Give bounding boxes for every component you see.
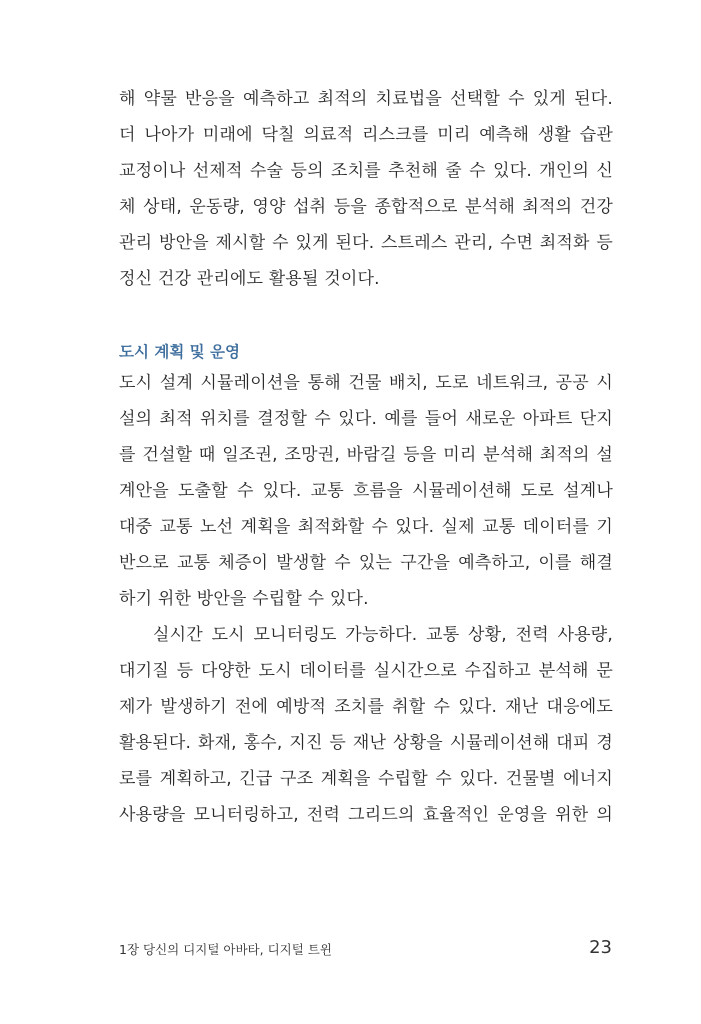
text-line: 대기질 등 다양한 도시 데이터를 실시간으로 수집하고 분석해 문 bbox=[119, 661, 613, 681]
text-line: 사용량을 모니터링하고, 전력 그리드의 효율적인 운영을 위한 의 bbox=[119, 805, 613, 825]
text-line: 를 건설할 때 일조권, 조망권, 바람길 등을 미리 분석해 최적의 설 bbox=[119, 445, 613, 465]
text-line: 대중 교통 노선 계획을 최적화할 수 있다. 실제 교통 데이터를 기 bbox=[119, 517, 613, 537]
text-line: 활용된다. 화재, 홍수, 지진 등 재난 상황을 시뮬레이션해 대피 경 bbox=[119, 733, 613, 753]
text-line: 교정이나 선제적 수술 등의 조치를 추천해 줄 수 있다. 개인의 신 bbox=[119, 161, 613, 181]
text-line: 계안을 도출할 수 있다. 교통 흐름을 시뮬레이션해 도로 설계나 bbox=[119, 481, 613, 501]
text-line: 더 나아가 미래에 닥칠 의료적 리스크를 미리 예측해 생활 습관 bbox=[119, 125, 613, 145]
text-line: 반으로 교통 체증이 발생할 수 있는 구간을 예측하고, 이를 해결 bbox=[119, 553, 613, 573]
section-heading: 도시 계획 및 운영 bbox=[119, 343, 241, 361]
text-line: 설의 최적 위치를 결정할 수 있다. 예를 들어 새로운 아파트 단지 bbox=[119, 409, 613, 429]
text-line: 체 상태, 운동량, 영양 섭취 등을 종합적으로 분석해 최적의 건강 bbox=[119, 197, 613, 217]
section-paragraph-2 bbox=[119, 617, 613, 833]
text-line: 하기 위한 방안을 수립할 수 있다. bbox=[119, 589, 369, 609]
intro-paragraph bbox=[119, 81, 613, 297]
text-line: 정신 건강 관리에도 활용될 것이다. bbox=[119, 269, 380, 289]
text-line: 관리 방안을 제시할 수 있게 된다. 스트레스 관리, 수면 최적화 등 bbox=[119, 233, 613, 253]
text-line: 도시 설계 시뮬레이션을 통해 건물 배치, 도로 네트워크, 공공 시 bbox=[119, 373, 613, 393]
running-footer: 1장 당신의 디지털 아바타, 디지털 트윈 bbox=[119, 942, 332, 957]
text-line: 제가 발생하기 전에 예방적 조치를 취할 수 있다. 재난 대응에도 bbox=[119, 697, 613, 717]
text-line: 실시간 도시 모니터링도 가능하다. 교통 상황, 전력 사용량, bbox=[153, 625, 613, 645]
section-paragraph-1 bbox=[119, 365, 613, 617]
page-number: 23 bbox=[589, 937, 612, 958]
text-line: 로를 계획하고, 긴급 구조 계획을 수립할 수 있다. 건물별 에너지 bbox=[119, 769, 613, 789]
text-line: 해 약물 반응을 예측하고 최적의 치료법을 선택할 수 있게 된다. bbox=[119, 89, 613, 109]
